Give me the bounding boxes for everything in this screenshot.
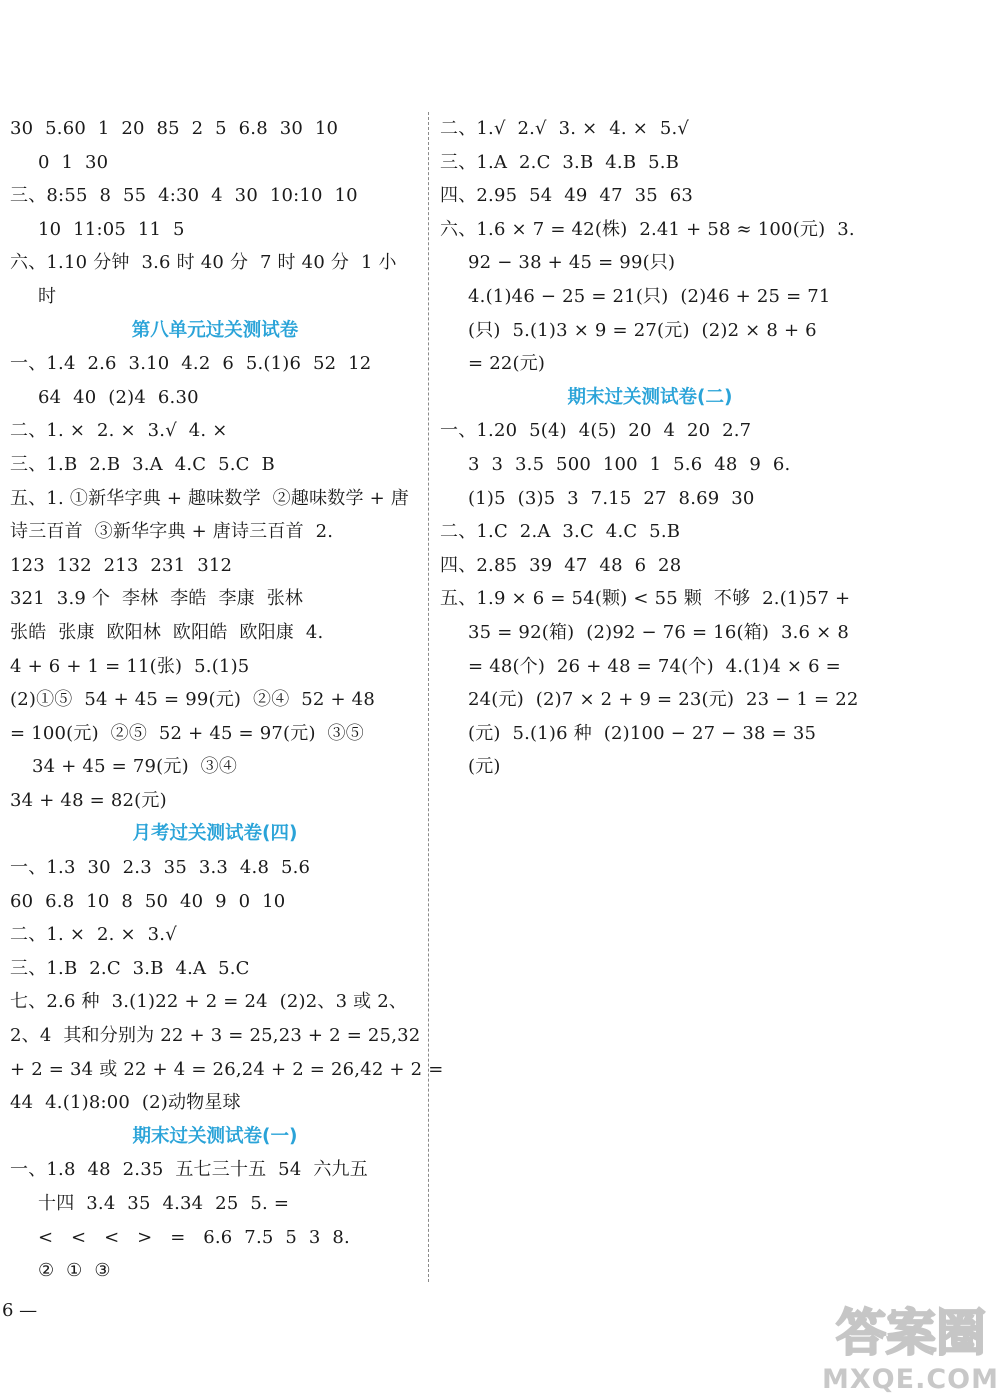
answer-line: 张皓 张康 欧阳林 欧阳皓 欧阳康 4. — [10, 621, 324, 643]
section-heading: 期末过关测试卷(一) — [132, 1125, 298, 1147]
answer-line: 三、8:55 8 55 4:30 4 30 10:10 10 — [10, 185, 358, 207]
answer-line: < < < > = 6.6 7.5 5 3 8. — [38, 1226, 350, 1248]
answer-line: 时 — [38, 285, 57, 307]
answer-line: 10 11:05 11 5 — [38, 218, 185, 240]
answer-line: (1)5 (3)5 3 7.15 27 8.69 30 — [468, 487, 755, 509]
answer-line: 一、1.8 48 2.35 五七三十五 54 六九五 — [10, 1159, 368, 1181]
section-heading: 月考过关测试卷(四) — [132, 823, 298, 845]
answer-line: = 100(元) ②⑤ 52 + 45 = 97(元) ③⑤ — [10, 722, 364, 744]
answer-line: 十四 3.4 35 4.34 25 5. = — [38, 1193, 290, 1214]
section-heading: 期末过关测试卷(二) — [567, 386, 733, 408]
answer-line: (元) — [468, 756, 501, 778]
answer-line: 二、1.√ 2.√ 3. × 4. × 5.√ — [440, 118, 690, 139]
answer-line: 34 + 45 = 79(元) ③④ — [32, 756, 238, 778]
answer-line: 30 5.60 1 20 85 2 5 6.8 30 10 — [10, 118, 339, 139]
answer-line: 24(元) (2)7 × 2 + 9 = 23(元) 23 − 1 = 22 — [468, 689, 859, 711]
answer-line: 三、1.B 2.B 3.A 4.C 5.C B — [10, 453, 275, 475]
answer-line: 321 3.9 个 李林 李皓 李康 张林 — [10, 588, 304, 610]
answer-line: 六、1.10 分钟 3.6 时 40 分 7 时 40 分 1 小 — [10, 252, 397, 274]
answer-line: 4.(1)46 − 25 = 21(只) (2)46 + 25 = 71 — [468, 285, 831, 307]
right-column — [440, 112, 860, 784]
answer-line: 一、1.20 5(4) 4(5) 20 4 20 2.7 — [440, 420, 752, 442]
left-column — [10, 112, 444, 1288]
answer-line: + 2 = 34 或 22 + 4 = 26,24 + 2 = 26,42 + 2 = — [10, 1058, 444, 1080]
answer-line: 44 4.(1)8:00 (2)动物星球 — [10, 1092, 241, 1114]
answer-line: 五、1. ①新华字典 + 趣味数学 ②趣味数学 + 唐 — [10, 487, 409, 509]
answer-line: (只) 5.(1)3 × 9 = 27(元) (2)2 × 8 + 6 — [468, 319, 817, 341]
answer-line: 0 1 30 — [38, 151, 109, 173]
answer-line: 34 + 48 = 82(元) — [10, 789, 167, 811]
watermark — [822, 1298, 998, 1396]
answer-line: (元) 5.(1)6 种 (2)100 − 27 − 38 = 35 — [468, 722, 817, 744]
page-number: 6 — — [2, 1300, 38, 1321]
answer-line: 35 = 92(箱) (2)92 − 76 = 16(箱) 3.6 × 8 — [468, 621, 849, 643]
answer-line: 六、1.6 × 7 = 42(株) 2.41 + 58 ≈ 100(元) 3. — [440, 218, 855, 240]
answer-line: 一、1.3 30 2.3 35 3.3 4.8 5.6 — [10, 857, 311, 879]
answer-line: 二、1.C 2.A 3.C 4.C 5.B — [440, 521, 681, 543]
answer-line: ② ① ③ — [38, 1260, 111, 1282]
answer-line: (2)①⑤ 54 + 45 = 99(元) ②④ 52 + 48 — [10, 689, 375, 711]
answer-line: 三、1.B 2.C 3.B 4.A 5.C — [10, 957, 250, 979]
answer-line: 三、1.A 2.C 3.B 4.B 5.B — [440, 151, 680, 173]
answer-line: 123 132 213 231 312 — [10, 554, 233, 576]
watermark-text: MXQE.COM — [822, 1364, 999, 1395]
answer-line: 二、1. × 2. × 3.√ 4. × — [10, 420, 228, 442]
section-heading: 第八单元过关测试卷 — [131, 319, 299, 341]
answer-line: 92 − 38 + 45 = 99(只) — [468, 252, 676, 274]
answer-line: 64 40 (2)4 6.30 — [38, 386, 199, 408]
answer-line: 五、1.9 × 6 = 54(颗) < 55 颗 不够 2.(1)57 + — [440, 588, 851, 610]
answer-line: 二、1. × 2. × 3.√ — [10, 924, 177, 946]
answer-line: 3 3 3.5 500 100 1 5.6 48 9 6. — [468, 453, 791, 475]
answer-line: = 22(元) — [468, 353, 546, 375]
column-divider — [428, 112, 429, 1282]
answer-line: 诗三百首 ③新华字典 + 唐诗三百首 2. — [10, 521, 334, 543]
answer-line: 4 + 6 + 1 = 11(张) 5.(1)5 — [10, 655, 250, 677]
answer-line: 七、2.6 种 3.(1)22 + 2 = 24 (2)2、3 或 2、 — [10, 991, 408, 1013]
svg-text:答案圈: 答案圈 — [836, 1304, 986, 1362]
watermark-logo — [828, 1298, 994, 1364]
answer-line: = 48(个) 26 + 48 = 74(个) 4.(1)4 × 6 = — [468, 655, 841, 677]
answer-line: 一、1.4 2.6 3.10 4.2 6 5.(1)6 52 12 — [10, 353, 372, 375]
answer-line: 四、2.85 39 47 48 6 28 — [440, 554, 682, 576]
answer-line: 四、2.95 54 49 47 35 63 — [440, 185, 694, 207]
answer-line: 2、4 其和分别为 22 + 3 = 25,23 + 2 = 25,32 — [10, 1025, 421, 1047]
answer-line: 60 6.8 10 8 50 40 9 0 10 — [10, 890, 286, 912]
